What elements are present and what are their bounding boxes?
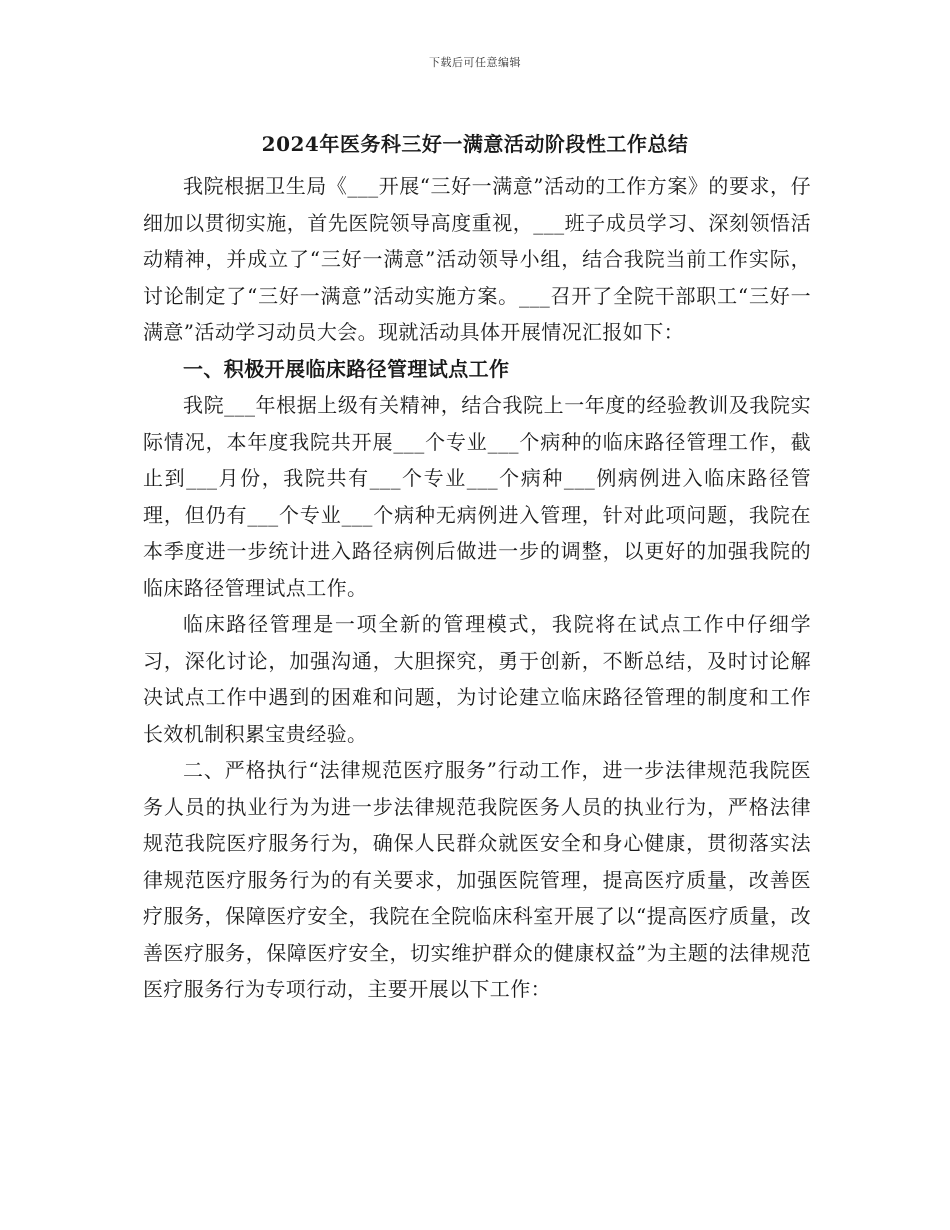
section-1-paragraph-2: 临床路径管理是一项全新的管理模式，我院将在试点工作中仔细学习，深化讨论，加强沟通，大胆探究，勇于创新，不断总结，及时讨论解决试点工作中遇到的困难和问题，为讨论建立临床路径管理的制度和工作长效机制积累宝贵经验。 [143,612,811,746]
document-title: 2024年医务科三好一满意活动阶段性工作总结 [261,132,689,156]
intro-paragraph: 我院根据卫生局《___开展“三好一满意”活动的工作方案》的要求，仔细加以贯彻实施，首先医院领导高度重视，___班子成员学习、深刻领悟活动精神，并成立了“三好一满意”活动领导小组，结合我院当前工作实际，讨论制定了“三好一满意”活动实施方案。___召开了全院干部职工“三好一满意”活动学习动员大会。现就活动具体开展情况汇报如下： [143,174,811,344]
document-body [143,168,811,1008]
section-2-paragraph: 二、严格执行“法律规范医疗服务”行动工作，进一步法律规范我院医务人员的执业行为为进一步法律规范我院医务人员的执业行为，严格法律规范我院医疗服务行为，确保人民群众就医安全和身心健康，贯彻落实法律规范医疗服务行为的有关要求，加强医院管理，提高医疗质量，改善医疗服务，保障医疗安全，我院在全院临床科室开展了以“提高医疗质量，改善医疗服务，保障医疗安全，切实维护群众的健康权益”为主题的法律规范医疗服务行为专项行动，主要开展以下工作： [143,758,811,1001]
section-heading-1: 一、积极开展临床路径管理试点工作 [183,356,510,381]
section-1-paragraph-1: 我院___年根据上级有关精神，结合我院上一年度的经验教训及我院实际情况，本年度我院共开展___个专业___个病种的临床路径管理工作，截止到___月份，我院共有___个专业___个病种___例病例进入临床路径管理，但仍有___个专业___个病种无病例进入管理，针对此项问题，我院在本季度进一步统计进入路径病例后做进一步的调整，以更好的加强我院的临床路径管理试点工作。 [143,393,811,600]
page-header-note: 下载后可任意编辑 [429,56,521,69]
